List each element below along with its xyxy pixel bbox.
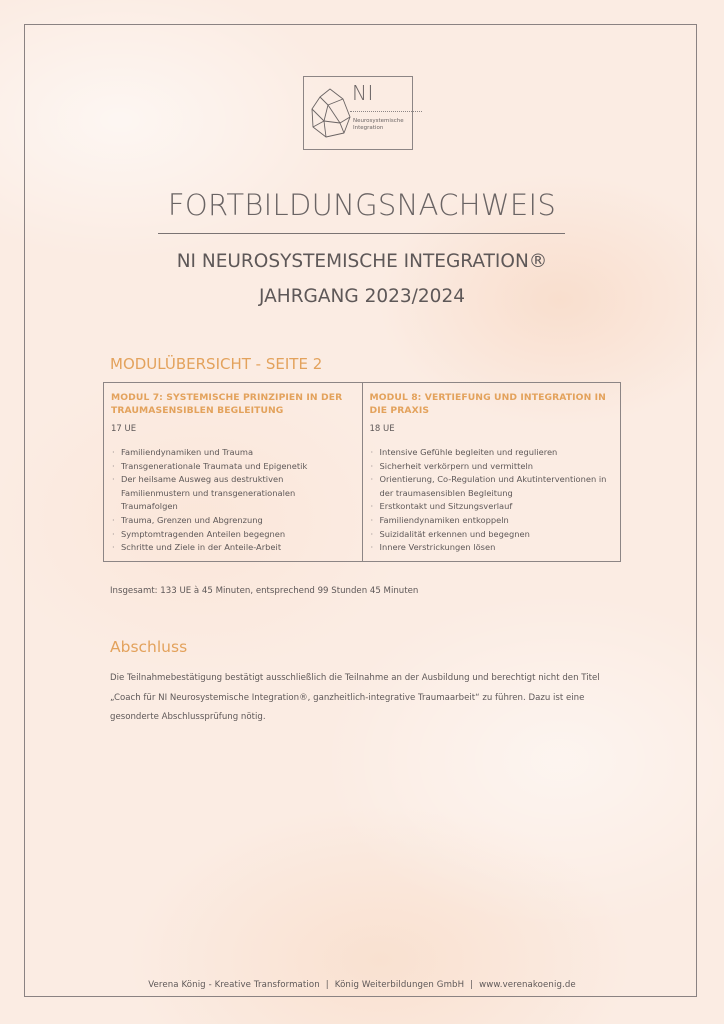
closing-text: Die Teilnahmebestätigung bestätigt ausschließlich die Teilnahme an der Ausbildung und berechtigt nicht den Titel „Coach für NI Neurosystemische Integration®, ganzheitlich-integrative Traumaarbeit“ zu führen. Dazu ist eine gesonderte Abschlussprüfung nötig.	[110, 673, 600, 722]
program-name: NI NEUROSYSTEMISCHE INTEGRATION®	[176, 251, 548, 272]
logo-tagline	[353, 118, 404, 132]
logo-divider	[350, 111, 422, 112]
list-item: · Innere Verstrickungen lösen	[370, 541, 613, 555]
footer-website-link[interactable]: www.verenakoenig.de	[479, 980, 576, 990]
footer	[0, 980, 724, 990]
closing-heading: Abschluss	[110, 638, 188, 656]
page-title: FORTBILDUNGSNACHWEIS	[167, 188, 557, 222]
list-item: · Intensive Gefühle begleiten und regulieren	[370, 446, 613, 460]
logo	[303, 76, 413, 150]
list-item: · Suizidalität erkennen und begegnen	[370, 528, 613, 542]
list-item: · Symptomtragenden Anteilen begegnen	[111, 528, 354, 542]
module-overview-heading: MODULÜBERSICHT - SEITE 2	[110, 355, 323, 373]
list-item: · Trauma, Grenzen und Abgrenzung	[111, 514, 354, 528]
list-item: · Familiendynamiken und Trauma	[111, 446, 354, 460]
logo-tagline-line2: Integration	[353, 125, 384, 131]
list-item: · Transgenerationale Traumata und Epigenetik	[111, 460, 354, 474]
footer-author: Verena König - Kreative Transformation	[148, 980, 320, 990]
cohort-year: JAHRGANG 2023/2024	[259, 286, 465, 307]
list-item: · Schritte und Ziele in der Anteile-Arbeit	[111, 541, 354, 555]
list-item: · Erstkontakt und Sitzungsverlauf	[370, 500, 613, 514]
list-item: · Familiendynamiken entkoppeln	[370, 514, 613, 528]
list-item: · Der heilsame Ausweg aus destruktiven Familienmustern und transgenerationalen Traumafolgen	[111, 473, 321, 514]
footer-separator: |	[325, 980, 329, 990]
footer-separator: |	[470, 980, 474, 990]
module-topic-list	[111, 446, 354, 555]
gem-icon	[310, 87, 352, 139]
title-divider	[158, 233, 565, 234]
module-title: MODUL 8: VERTIEFUNG UND INTEGRATION IN DIE PRAXIS	[369, 392, 606, 416]
logo-tagline-line1: Neurosystemische	[353, 118, 404, 124]
logo-mark: NI	[352, 81, 374, 105]
list-item: · Orientierung, Co-Regulation und Akutinterventionen in der traumasensiblen Begleitung	[370, 473, 610, 500]
module-title: MODUL 7: SYSTEMISCHE PRINZIPIEN IN DER TRAUMASENSIBLEN BEGLEITUNG	[111, 392, 343, 416]
list-item: · Sicherheit verkörpern und vermitteln	[370, 460, 613, 474]
footer-company: König Weiterbildungen GmbH	[334, 980, 465, 990]
module-7	[104, 383, 362, 561]
module-table	[103, 382, 621, 562]
module-topic-list	[370, 446, 613, 555]
total-units: Insgesamt: 133 UE à 45 Minuten, entsprechend 99 Stunden 45 Minuten	[110, 586, 419, 596]
module-units: 17 UE	[111, 424, 137, 434]
module-units: 18 UE	[369, 424, 395, 434]
module-8	[362, 383, 621, 561]
